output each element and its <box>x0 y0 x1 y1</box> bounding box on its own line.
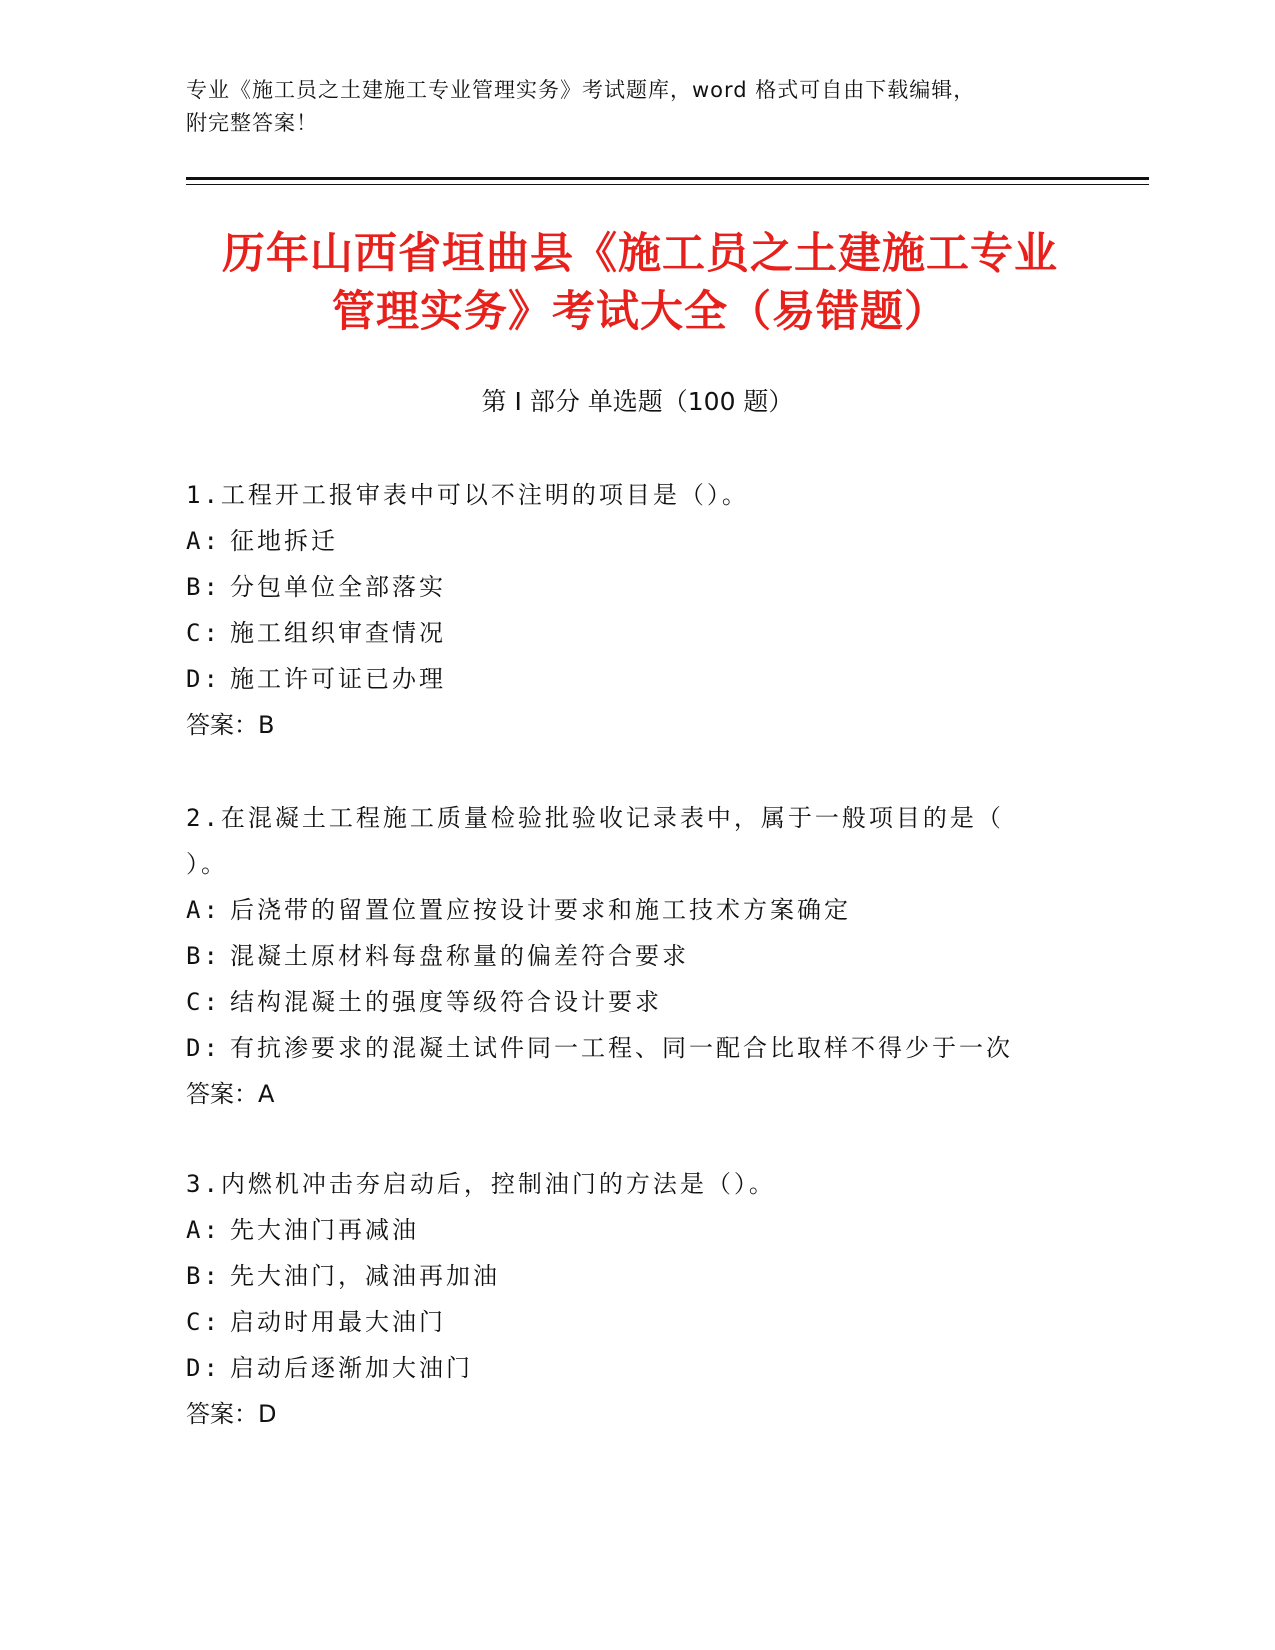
header-divider-thin <box>186 184 1149 185</box>
option-a <box>186 518 1086 564</box>
question-2 <box>186 795 1086 1117</box>
document-title-line-2: 管理实务》考试大全（易错题） <box>332 287 948 337</box>
option-letter: B: <box>186 573 221 601</box>
option-letter: B: <box>186 1262 221 1290</box>
question-stem: 1.工程开工报审表中可以不注明的项目是（）。 <box>186 481 749 509</box>
answer: 答案：B <box>186 711 275 739</box>
option-letter: C: <box>186 619 221 647</box>
option-letter: C: <box>186 988 221 1016</box>
document-title-line-1: 历年山西省垣曲县《施工员之土建施工专业 <box>222 229 1058 279</box>
option-c <box>186 979 1086 1025</box>
option-d <box>186 1025 1086 1071</box>
option-text: 分包单位全部落实 <box>230 573 446 601</box>
option-text: 启动后逐渐加大油门 <box>230 1354 473 1382</box>
option-text: 施工组织审查情况 <box>230 619 446 647</box>
option-letter: B: <box>186 942 221 970</box>
question-stem: 3.内燃机冲击夯启动后，控制油门的方法是（）。 <box>186 1170 776 1198</box>
header-note <box>186 74 1086 140</box>
option-text: 先大油门，减油再加油 <box>230 1262 500 1290</box>
option-letter: D: <box>186 1034 221 1062</box>
option-text: 先大油门再减油 <box>230 1216 419 1244</box>
question-3 <box>186 1161 1086 1437</box>
option-d <box>186 656 1086 702</box>
option-b <box>186 1253 1086 1299</box>
question-stem-line-2: ）。 <box>186 850 228 878</box>
option-text: 混凝土原材料每盘称量的偏差符合要求 <box>230 942 689 970</box>
option-text: 施工许可证已办理 <box>230 665 446 693</box>
header-divider-thick <box>186 177 1149 180</box>
option-letter: C: <box>186 1308 221 1336</box>
section-title: 第 I 部分 单选题（100 题） <box>481 387 794 416</box>
option-a <box>186 887 1086 933</box>
option-letter: D: <box>186 1354 221 1382</box>
option-letter: A: <box>186 896 221 924</box>
question-stem-line-1: 2.在混凝土工程施工质量检验批验收记录表中，属于一般项目的是（ <box>186 804 1004 832</box>
option-c <box>186 1299 1086 1345</box>
option-letter: A: <box>186 1216 221 1244</box>
question-1 <box>186 472 1086 748</box>
option-text: 结构混凝土的强度等级符合设计要求 <box>230 988 662 1016</box>
option-d <box>186 1345 1086 1391</box>
option-c <box>186 610 1086 656</box>
option-text: 后浇带的留置位置应按设计要求和施工技术方案确定 <box>230 896 851 924</box>
option-b <box>186 564 1086 610</box>
option-a <box>186 1207 1086 1253</box>
header-note-line-1: 专业《施工员之土建施工专业管理实务》考试题库，word 格式可自由下载编辑， <box>186 78 976 102</box>
option-text: 启动时用最大油门 <box>230 1308 446 1336</box>
option-letter: A: <box>186 527 221 555</box>
document-title <box>150 225 1130 341</box>
option-text: 有抗渗要求的混凝土试件同一工程、同一配合比取样不得少于一次 <box>230 1034 1013 1062</box>
answer: 答案：D <box>186 1400 277 1428</box>
option-b <box>186 933 1086 979</box>
answer: 答案：A <box>186 1080 275 1108</box>
option-text: 征地拆迁 <box>230 527 338 555</box>
option-letter: D: <box>186 665 221 693</box>
header-note-line-2: 附完整答案！ <box>186 111 318 135</box>
